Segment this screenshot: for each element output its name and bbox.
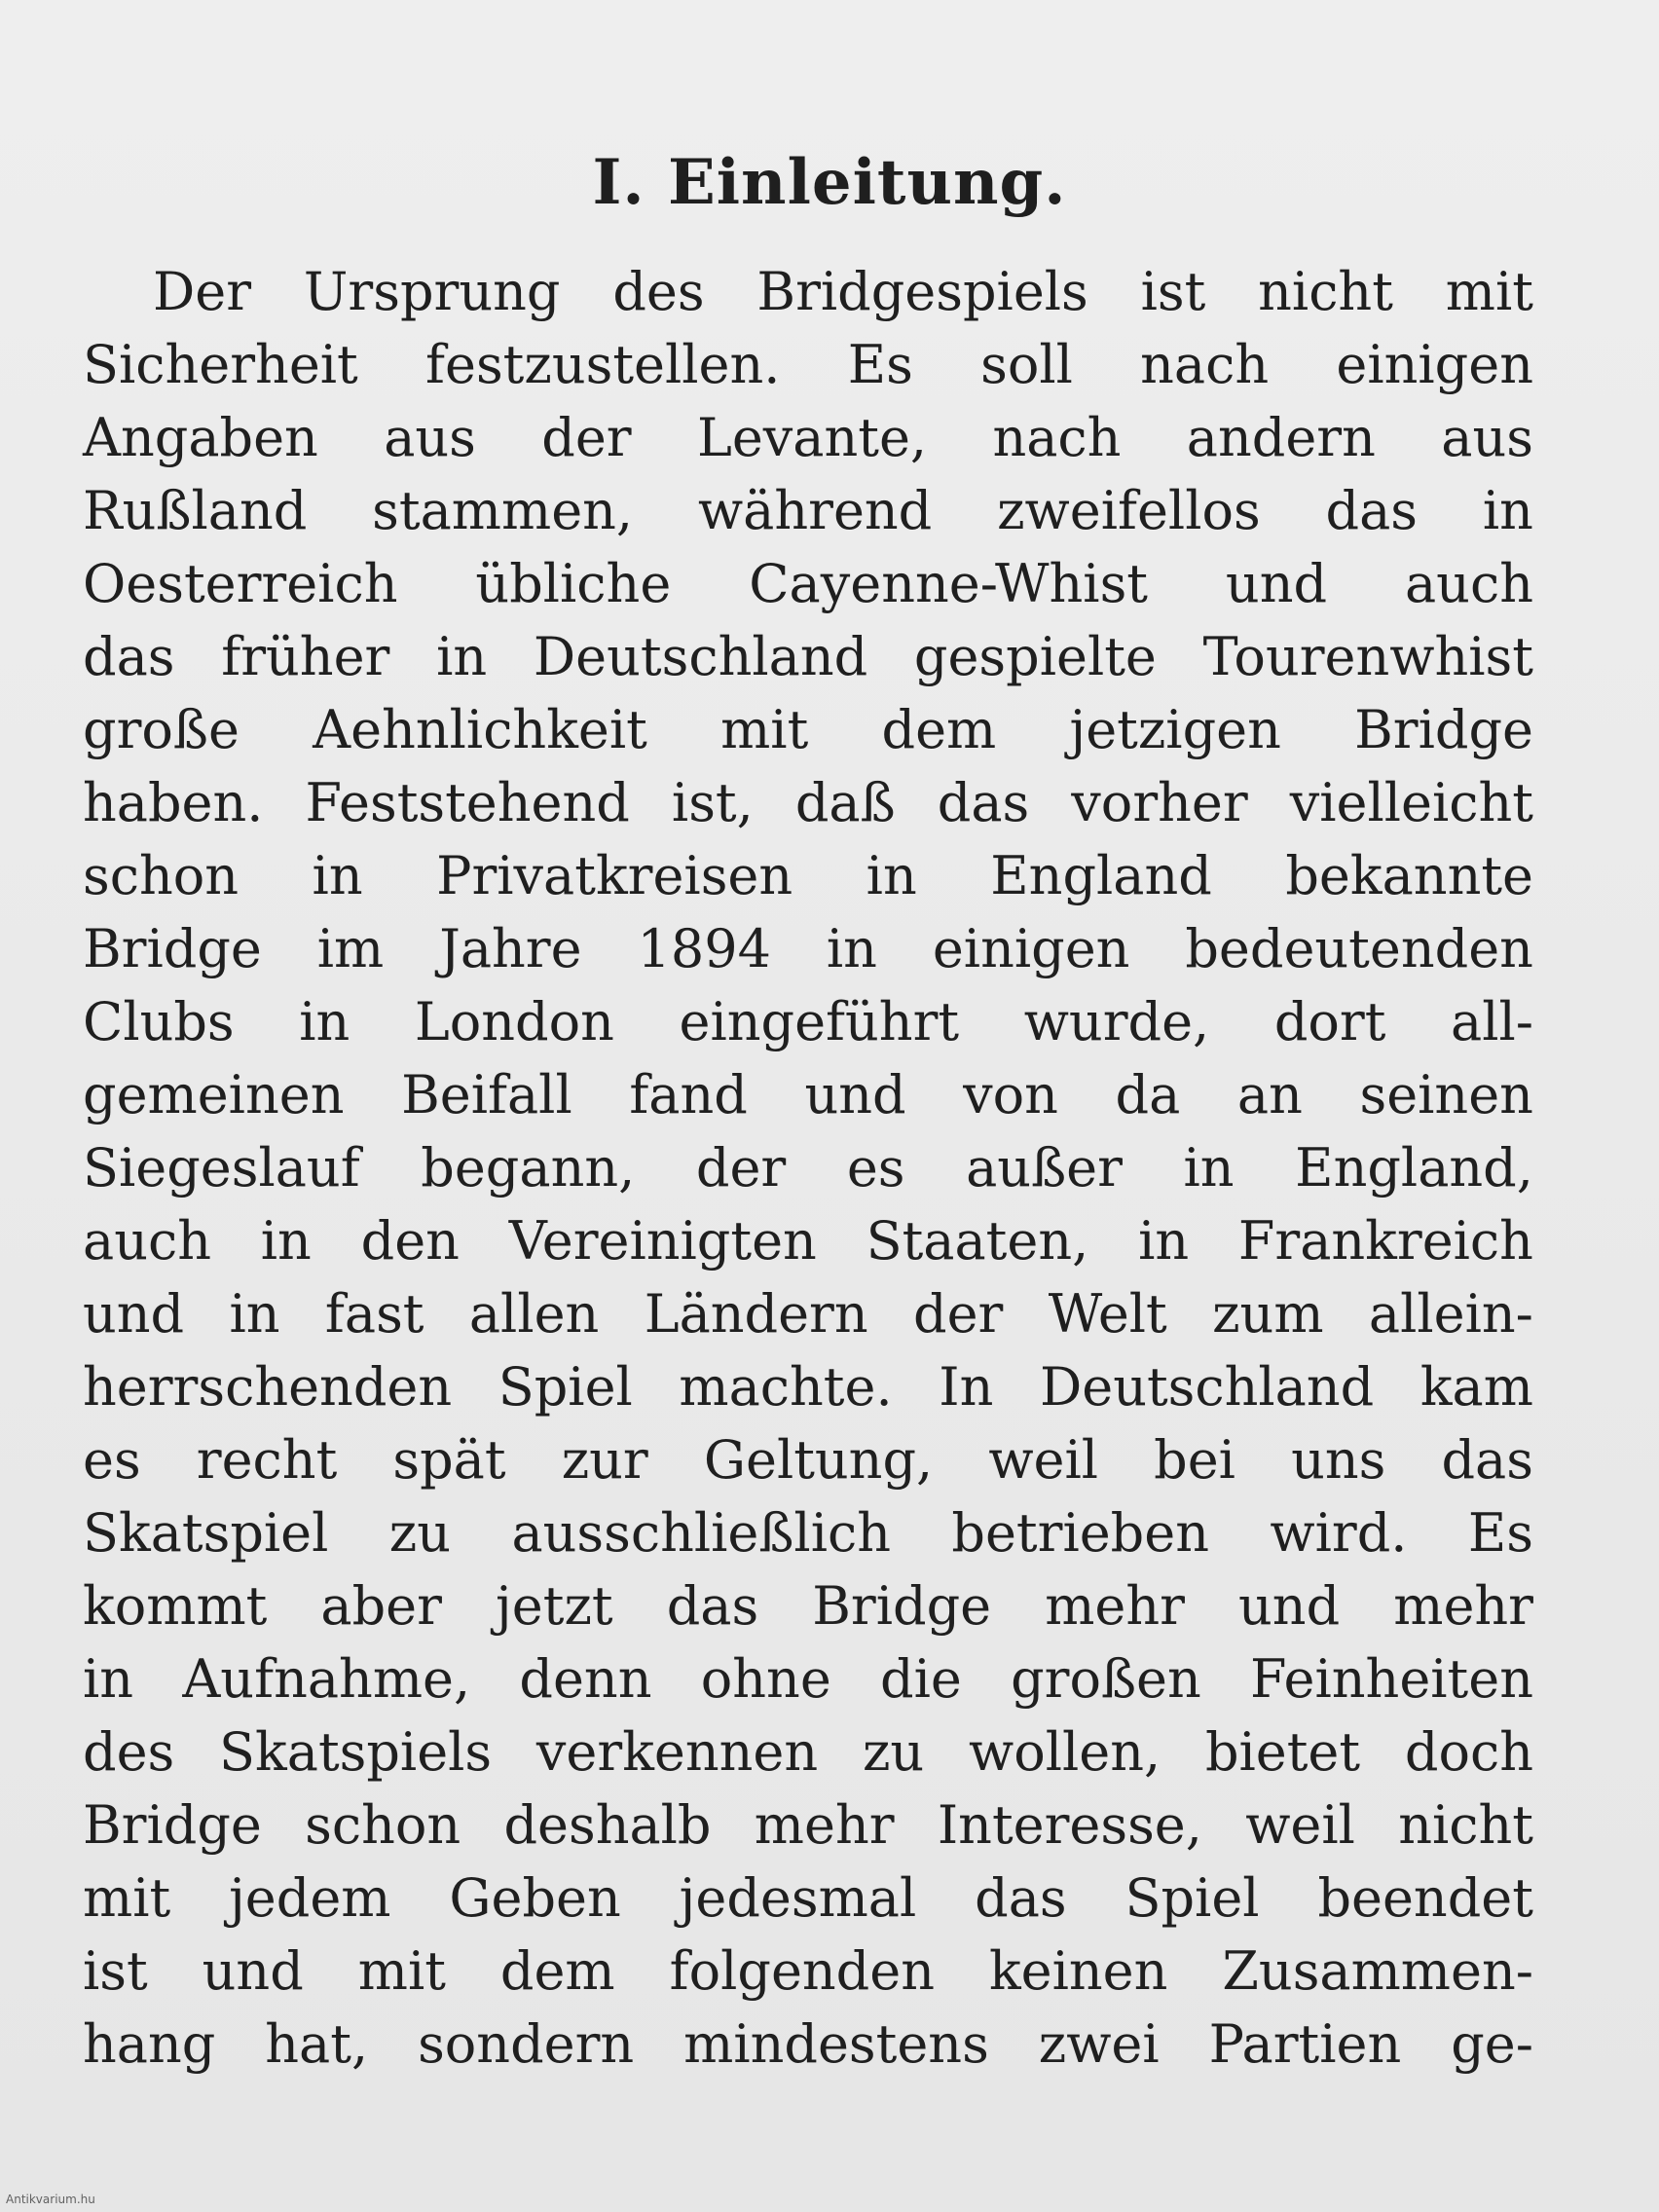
word: und bbox=[202, 1940, 304, 2002]
word: das bbox=[666, 1575, 759, 1637]
word: nach bbox=[992, 407, 1122, 468]
word: weil bbox=[1245, 1794, 1355, 1856]
word: jetzigen bbox=[1069, 699, 1281, 760]
text-line bbox=[83, 1569, 1533, 1642]
word: der bbox=[695, 1137, 787, 1198]
text-line bbox=[83, 1131, 1533, 1204]
word: uns bbox=[1291, 1429, 1386, 1491]
word: ge- bbox=[1451, 2013, 1533, 2075]
word: vielleicht bbox=[1289, 772, 1533, 833]
text-line bbox=[83, 1277, 1533, 1350]
word: auch bbox=[83, 1210, 211, 1272]
word: bei bbox=[1154, 1429, 1235, 1491]
word: aber bbox=[320, 1575, 442, 1637]
word: allen bbox=[468, 1283, 600, 1345]
word: Privatkreisen bbox=[436, 845, 793, 906]
word: Skatspiel bbox=[83, 1502, 329, 1564]
word: spät bbox=[392, 1429, 506, 1491]
word: Angaben bbox=[83, 407, 318, 468]
word: während bbox=[697, 480, 933, 541]
word: all- bbox=[1451, 991, 1533, 1052]
text-line bbox=[83, 328, 1533, 401]
word: in bbox=[299, 991, 350, 1052]
word: betrieben bbox=[951, 1502, 1209, 1564]
word: festzustellen. bbox=[425, 334, 781, 395]
word: fand bbox=[629, 1064, 748, 1125]
word: nicht bbox=[1398, 1794, 1533, 1856]
word: Deutschland bbox=[1039, 1356, 1375, 1418]
text-line bbox=[83, 1788, 1533, 1862]
word: Beifall bbox=[401, 1064, 572, 1125]
word: Zusammen- bbox=[1222, 1940, 1533, 2002]
word: fast bbox=[324, 1283, 424, 1345]
word: und bbox=[1225, 553, 1328, 614]
word: gemeinen bbox=[83, 1064, 345, 1125]
word: mit bbox=[720, 699, 809, 760]
word: in bbox=[826, 918, 877, 979]
word: Clubs bbox=[83, 991, 235, 1052]
word: Bridge bbox=[83, 918, 262, 979]
text-line bbox=[83, 401, 1533, 474]
word: weil bbox=[988, 1429, 1099, 1491]
word: in bbox=[1183, 1137, 1235, 1198]
word: mit bbox=[357, 1940, 446, 2002]
word: wollen, bbox=[968, 1721, 1161, 1783]
word: und bbox=[1238, 1575, 1341, 1637]
word: der bbox=[913, 1283, 1004, 1345]
word: hat, bbox=[265, 2013, 369, 2075]
word: an bbox=[1236, 1064, 1303, 1125]
word: das bbox=[83, 626, 175, 687]
text-line bbox=[83, 1350, 1533, 1423]
text-line bbox=[83, 766, 1533, 839]
text-line bbox=[83, 985, 1533, 1058]
word: einigen bbox=[932, 918, 1130, 979]
word: Rußland bbox=[83, 480, 308, 541]
word: zu bbox=[388, 1502, 452, 1564]
word: im bbox=[316, 918, 385, 979]
word: Aehnlichkeit bbox=[313, 699, 647, 760]
word: und bbox=[83, 1283, 185, 1345]
word: kam bbox=[1419, 1356, 1533, 1418]
word: Skatspiels bbox=[219, 1721, 493, 1783]
word: das bbox=[1441, 1429, 1533, 1491]
text-line bbox=[83, 1423, 1533, 1496]
word: das bbox=[937, 772, 1030, 833]
word: Der bbox=[153, 261, 252, 322]
text-line bbox=[83, 1496, 1533, 1569]
word: mehr bbox=[1045, 1575, 1185, 1637]
watermark: Antikvarium.hu bbox=[6, 2193, 95, 2206]
word: Levante, bbox=[696, 407, 928, 468]
word: in bbox=[1138, 1210, 1190, 1272]
word: Aufnahme, bbox=[182, 1648, 471, 1710]
word: zweifellos bbox=[997, 480, 1261, 541]
word: auch bbox=[1404, 553, 1533, 614]
text-line bbox=[83, 547, 1533, 620]
word: Deutschland bbox=[533, 626, 868, 687]
word: mindestens bbox=[683, 2013, 989, 2075]
word: große bbox=[83, 699, 240, 760]
word: ohne bbox=[700, 1648, 831, 1710]
word: wurde, bbox=[1023, 991, 1210, 1052]
word: eingeführt bbox=[679, 991, 960, 1052]
word: begann, bbox=[421, 1137, 636, 1198]
word: hang bbox=[83, 2013, 216, 2075]
text-line bbox=[83, 1935, 1533, 2008]
word: zum bbox=[1212, 1283, 1324, 1345]
word: jetzt bbox=[496, 1575, 613, 1637]
word: außer bbox=[966, 1137, 1123, 1198]
word: doch bbox=[1404, 1721, 1533, 1783]
word: bekannte bbox=[1285, 845, 1533, 906]
word: Frankreich bbox=[1237, 1210, 1533, 1272]
text-line bbox=[83, 1642, 1533, 1715]
word: großen bbox=[1011, 1648, 1201, 1710]
word: In bbox=[939, 1356, 994, 1418]
word: bedeutenden bbox=[1185, 918, 1533, 979]
word: dem bbox=[881, 699, 997, 760]
word: jedem bbox=[229, 1867, 391, 1929]
word: stammen, bbox=[372, 480, 634, 541]
word: es bbox=[83, 1429, 141, 1491]
word: aus bbox=[384, 407, 476, 468]
word: Interesse, bbox=[937, 1794, 1202, 1856]
word: früher bbox=[221, 626, 390, 687]
word: keinen bbox=[988, 1940, 1168, 2002]
word: wird. bbox=[1270, 1502, 1408, 1564]
word: einigen bbox=[1336, 334, 1533, 395]
word: jedesmal bbox=[679, 1867, 917, 1929]
word: die bbox=[880, 1648, 962, 1710]
word: in bbox=[83, 1648, 134, 1710]
word: ausschließlich bbox=[511, 1502, 891, 1564]
word: Ursprung bbox=[303, 261, 561, 322]
word: Feststehend bbox=[305, 772, 630, 833]
word: ist, bbox=[671, 772, 754, 833]
word: zur bbox=[561, 1429, 648, 1491]
word: in bbox=[312, 845, 363, 906]
word: schon bbox=[83, 845, 240, 906]
word: Spiel bbox=[498, 1356, 633, 1418]
text-line bbox=[83, 620, 1533, 693]
text-line bbox=[83, 474, 1533, 547]
word: aus bbox=[1441, 407, 1533, 468]
word: in bbox=[1482, 480, 1533, 541]
text-line bbox=[83, 1862, 1533, 1935]
text-line bbox=[83, 693, 1533, 766]
word: haben. bbox=[83, 772, 264, 833]
word: England, bbox=[1295, 1137, 1533, 1198]
word: Siegeslauf bbox=[83, 1137, 360, 1198]
word: in bbox=[866, 845, 917, 906]
word: Jahre bbox=[439, 918, 582, 979]
word: England bbox=[990, 845, 1212, 906]
word: kommt bbox=[83, 1575, 268, 1637]
word: ist bbox=[83, 1940, 148, 2002]
word: beendet bbox=[1317, 1867, 1533, 1929]
word: deshalb bbox=[503, 1794, 712, 1856]
body-paragraph bbox=[83, 255, 1533, 2081]
word: ist bbox=[1140, 261, 1206, 322]
word: mehr bbox=[754, 1794, 895, 1856]
chapter-title: I. Einleitung. bbox=[592, 146, 1067, 219]
word: von bbox=[963, 1064, 1058, 1125]
word: Tourenwhist bbox=[1202, 626, 1533, 687]
word: folgenden bbox=[669, 1940, 935, 2002]
word: mit bbox=[1445, 261, 1533, 322]
text-line bbox=[83, 1204, 1533, 1277]
word: recht bbox=[196, 1429, 338, 1491]
word: den bbox=[360, 1210, 460, 1272]
word: Geben bbox=[449, 1867, 621, 1929]
word: vorher bbox=[1071, 772, 1248, 833]
word: Spiel bbox=[1124, 1867, 1260, 1929]
word: mehr bbox=[1393, 1575, 1533, 1637]
word: zwei bbox=[1038, 2013, 1160, 2075]
word: und bbox=[804, 1064, 906, 1125]
word: in bbox=[436, 626, 488, 687]
word: Vereinigten bbox=[508, 1210, 817, 1272]
word: schon bbox=[305, 1794, 461, 1856]
word: dem bbox=[499, 1940, 615, 2002]
word: der bbox=[541, 407, 632, 468]
word: seinen bbox=[1359, 1064, 1533, 1125]
word: Ländern bbox=[644, 1283, 868, 1345]
word: Cayenne-Whist bbox=[749, 553, 1148, 614]
word: des bbox=[612, 261, 705, 322]
word: denn bbox=[519, 1648, 652, 1710]
word: nicht bbox=[1258, 261, 1393, 322]
text-line bbox=[83, 912, 1533, 985]
word: dort bbox=[1273, 991, 1386, 1052]
text-line bbox=[83, 2008, 1533, 2081]
word: nach bbox=[1140, 334, 1270, 395]
word: gespielte bbox=[913, 626, 1157, 687]
word: Welt bbox=[1048, 1283, 1167, 1345]
word: das bbox=[975, 1867, 1067, 1929]
word: Partien bbox=[1208, 2013, 1402, 2075]
word: bietet bbox=[1204, 1721, 1361, 1783]
word: Sicherheit bbox=[83, 334, 358, 395]
word: zu bbox=[862, 1721, 925, 1783]
word: Es bbox=[1467, 1502, 1533, 1564]
word: des bbox=[83, 1721, 175, 1783]
text-line bbox=[83, 1715, 1533, 1788]
word: sondern bbox=[418, 2013, 635, 2075]
word: Bridge bbox=[83, 1794, 262, 1856]
word: Feinheiten bbox=[1250, 1648, 1533, 1710]
word: übliche bbox=[475, 553, 672, 614]
text-line bbox=[83, 839, 1533, 912]
word: Staaten, bbox=[866, 1210, 1089, 1272]
word: andern bbox=[1186, 407, 1376, 468]
word: Bridgespiels bbox=[756, 261, 1088, 322]
word: Oesterreich bbox=[83, 553, 398, 614]
word: daß bbox=[794, 772, 896, 833]
word: da bbox=[1115, 1064, 1181, 1125]
word: herrschenden bbox=[83, 1356, 453, 1418]
word: Es bbox=[847, 334, 913, 395]
word: verkennen bbox=[535, 1721, 819, 1783]
word: in bbox=[260, 1210, 312, 1272]
text-line bbox=[83, 1058, 1533, 1131]
word: machte. bbox=[679, 1356, 893, 1418]
word: das bbox=[1325, 480, 1419, 541]
word: es bbox=[846, 1137, 905, 1198]
word: soll bbox=[980, 334, 1073, 395]
word: mit bbox=[83, 1867, 171, 1929]
text-line bbox=[83, 255, 1533, 328]
word: Bridge bbox=[1354, 699, 1533, 760]
word: allein- bbox=[1368, 1283, 1533, 1345]
word: in bbox=[229, 1283, 280, 1345]
word: London bbox=[414, 991, 614, 1052]
word: 1894 bbox=[637, 918, 771, 979]
word: Geltung, bbox=[703, 1429, 934, 1491]
word: Bridge bbox=[812, 1575, 992, 1637]
